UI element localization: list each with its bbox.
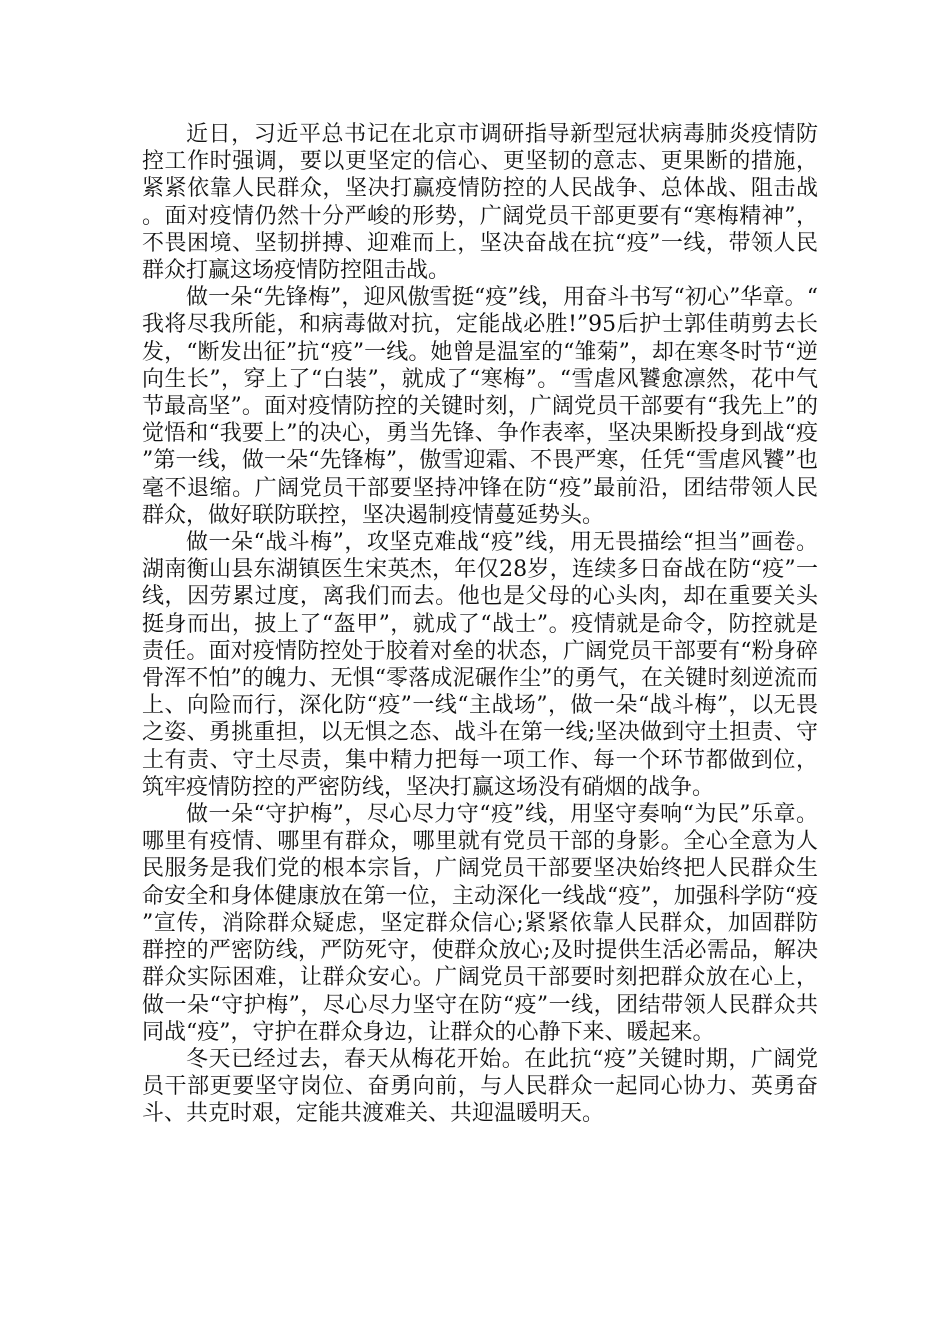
paragraph-guardian-plum: 做一朵“守护梅”，尽心尽力守“疫”线，用坚守奏响“为民”乐章。哪里有疫情、哪里有群众，哪里就有党员干部的身影。全心全意为人民服务是我们党的根本宗旨，广阔党员干部要坚决始终把人民群众生命安全和身体健康放在第一位，主动深化一线战“疫”，加强科学防“疫”宣传，消除群众疑虑，坚定群众信心;紧紧依靠人民群众，加固群防群控的严密防线，严防死守，使群众放心;及时提供生活必需品，解决群众实际困难，让群众安心。广阔党员干部要时刻把群众放在心上，做一朵“守护梅”，尽心尽力坚守在防“疫”一线，团结带领人民群众共同战“疫”，守护在群众身边，让群众的心静下来、暖起来。: [142, 802, 818, 1045]
paragraph-conclusion: 冬天已经过去，春天从梅花开始。在此抗“疫”关键时期，广阔党员干部更要坚守岗位、奋勇向前，与人民群众一起同心协力、英勇奋斗、共克时艰，定能共渡难关、共迎温暖明天。: [142, 1046, 818, 1127]
paragraph-intro: 近日，习近平总书记在北京市调研指导新型冠状病毒肺炎疫情防控工作时强调，要以更坚定的信心、更坚韧的意志、更果断的措施，紧紧依靠人民群众，坚决打赢疫情防控的人民战争、总体战、阻击战。面对疫情仍然十分严峻的形势，广阔党员干部更要有“寒梅精神”，不畏困境、坚韧拼搏、迎难而上，坚决奋战在抗“疫”一线，带领人民群众打赢这场疫情防控阻击战。: [142, 122, 818, 284]
document-body: [142, 121, 818, 1128]
paragraph-fighting-plum: 做一朵“战斗梅”，攻坚克难战“疫”线，用无畏描绘“担当”画卷。湖南衡山县东湖镇医生宋英杰，年仅28岁，连续多日奋战在防“疫”一线，因劳累过度，离我们而去。他也是父母的心头肉，却在重要关头挺身而出，披上了“盔甲”，就成了“战士”。疫情就是命令，防控就是责任。面对疫情防控处于胶着对垒的状态，广阔党员干部要有“粉身碎骨浑不怕”的魄力、无惧“零落成泥碾作尘”的勇气，在关键时刻逆流而上、向险而行，深化防“疫”一线“主战场”，做一朵“战斗梅”，以无畏之姿、勇挑重担，以无惧之态、战斗在第一线;坚决做到守土担责、守土有责、守土尽责，集中精力把每一项工作、每一个环节都做到位，筑牢疫情防控的严密防线，坚决打赢这场没有硝烟的战争。: [142, 530, 818, 800]
paragraph-pioneer-plum: 做一朵“先锋梅”，迎风傲雪挺“疫”线，用奋斗书写“初心”华章。“我将尽我所能，和病毒做对抗，定能战必胜!”95后护士郭佳萌剪去长发，“断发出征”抗“疫”一线。她曾是温室的“雏菊”，却在寒冬时节“逆向生长”，穿上了“白装”，就成了“寒梅”。“雪虐风饕愈凛然，花中气节最高坚”。面对疫情防控的关键时刻，广阔党员干部要有“我先上”的觉悟和“我要上”的决心，勇当先锋、争作表率，坚决果断投身到战“疫”第一线，做一朵“先锋梅”，傲雪迎霜、不畏严寒，任凭“雪虐风饕”也毫不退缩。广阔党员干部要坚持冲锋在防“疫”最前沿，团结带领人民群众，做好联防联控，坚决遏制疫情蔓延势头。: [142, 285, 818, 528]
